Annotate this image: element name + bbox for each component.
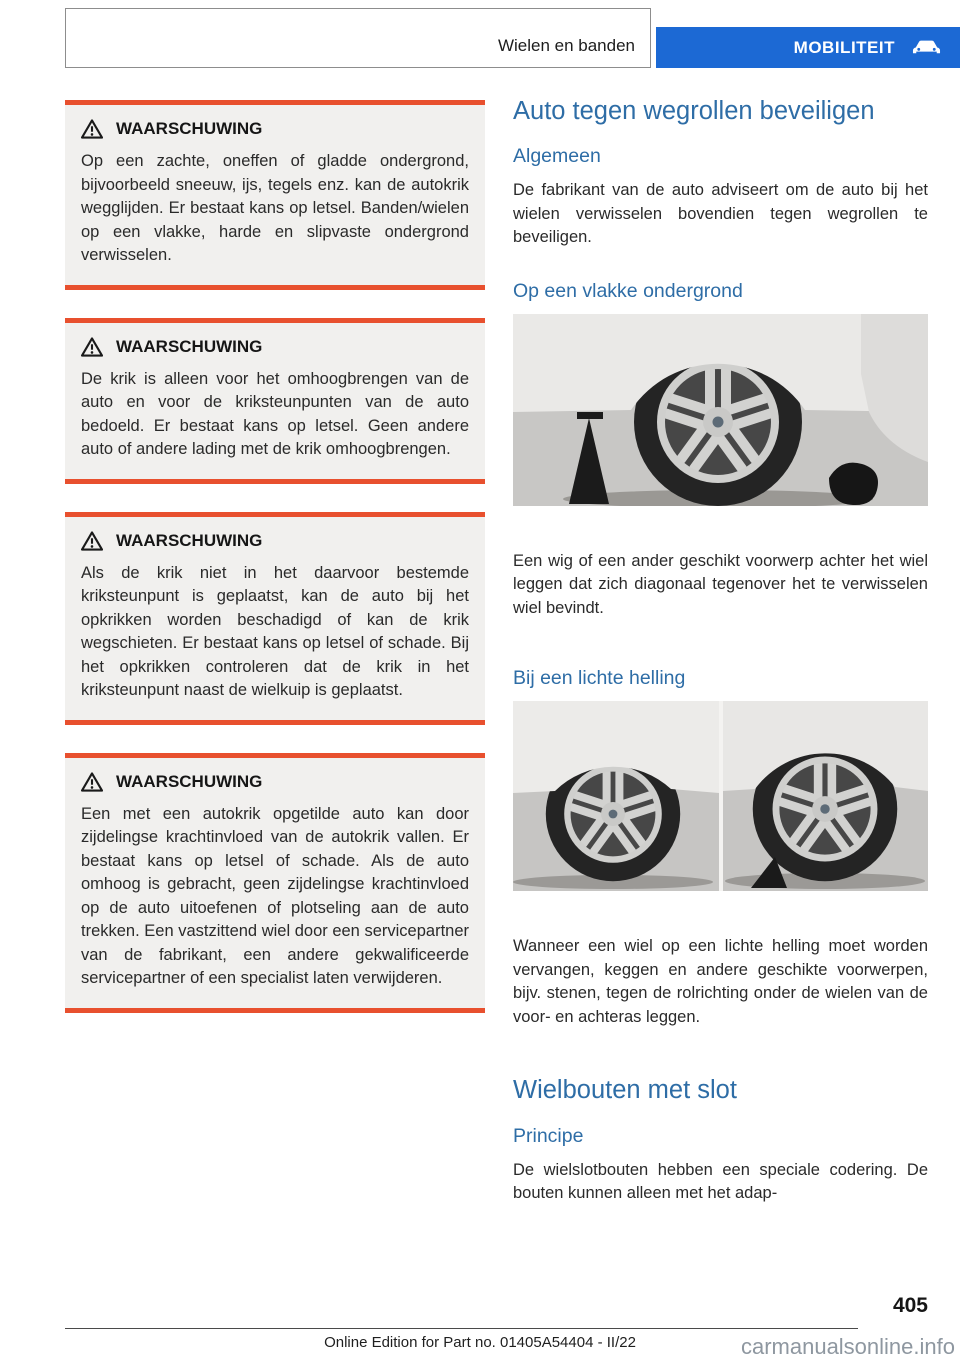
warning-header	[81, 119, 469, 139]
page-number: 405	[892, 1294, 928, 1317]
footer-divider	[65, 1328, 858, 1329]
subheading-lichte-helling: Bij een lichte helling	[513, 667, 686, 690]
subheading-principe: Principe	[513, 1124, 584, 1147]
photo-wheels-slope	[513, 701, 928, 891]
warning-header	[81, 531, 469, 551]
warning-body: Op een zachte, oneffen of gladde ondergrond, bijvoorbeeld sneeuw, ijs, tegels enz. kan de autokrik wegglijden. Er bestaat kans op letsel. Banden/wielen op een vlakke, harde en slipvaste ondergrond verwisselen.	[81, 152, 469, 264]
right-column	[513, 97, 928, 1206]
warning-triangle-icon	[81, 337, 103, 357]
warning-title: WAARSCHUWING	[116, 530, 263, 550]
warning-box	[65, 318, 485, 484]
left-column	[65, 100, 485, 1041]
subheading-vlakke-ondergrond: Op een vlakke ondergrond	[513, 279, 743, 302]
warning-header	[81, 337, 469, 357]
warning-box	[65, 753, 485, 1013]
watermark-text: carmanualsonline.info	[740, 1334, 955, 1359]
warning-box	[65, 100, 485, 290]
photo-wheel-jack-flat-ground	[513, 314, 928, 506]
paragraph-principe: De wielslotbouten hebben een speciale codering. De bouten kunnen alleen met het adap-	[513, 1160, 928, 1203]
warning-body: De krik is alleen voor het omhoogbrengen van de auto en voor de kriksteunpunten van de auto bedoeld. Er bestaat kans op letsel. Geen andere auto of andere lading met de krik omhoogbrengen.	[81, 369, 469, 458]
section-heading-wielbouten: Wielbouten met slot	[513, 1076, 737, 1105]
header-chapter-box	[65, 8, 651, 68]
warning-title: WAARSCHUWING	[116, 119, 263, 138]
section-heading-rollaway: Auto tegen wegrollen beveiligen	[513, 97, 875, 125]
warning-header	[81, 772, 469, 792]
paragraph-lichte-helling: Wanneer een wiel op een lichte helling moet worden vervangen, keggen en andere geschikte voorwerpen, bijv. stenen, tegen de rolrichting onder de wielen van de voor- en achteras leggen.	[513, 937, 928, 1026]
subheading-algemeen: Algemeen	[513, 145, 601, 168]
warning-title: WAARSCHUWING	[116, 771, 263, 791]
paragraph-vlakke-ondergrond: Een wig of een ander geschikt voorwerp achter het wiel leggen dat zich diagonaal tegenover het te verwisselen wiel bevindt.	[513, 551, 928, 617]
chapter-title: Wielen en banden	[497, 36, 635, 55]
warning-box	[65, 512, 485, 725]
warning-triangle-icon	[81, 531, 103, 551]
warning-body: Als de krik niet in het daarvoor bestemde kriksteunpunt is geplaatst, kan de auto bij het opkrikken worden beschadigd of kan de krik wegschieten. Er bestaat kans op letsel of schade. Bij het opkrikken controleren dat de krik in het kriksteunpunt naast de wielkuip is geplaatst.	[81, 563, 469, 699]
header-section-tab	[656, 27, 960, 68]
warning-triangle-icon	[81, 772, 103, 792]
warning-triangle-icon	[81, 119, 103, 139]
warning-body: Een met een autokrik opgetilde auto kan door zijdelingse krachtinvloed van de autokrik vallen. Er bestaat kans op letsel of schade. Als de auto omhoog is gebracht, geen zijdelingse krachtinvloed op de auto uitoefenen of plotseling aan de auto trekken. Een vastzittend wiel door een servicepartner van de fabrikant, een andere gekwalificeerde servicepartner of een specialist laten verwijderen.	[81, 804, 469, 987]
section-title: MOBILITEIT	[793, 37, 895, 57]
paragraph-algemeen: De fabrikant van de auto adviseert om de auto bij het wielen verwisselen bovendien tegen wegrollen te beveiligen.	[513, 181, 928, 247]
edition-note: Online Edition for Part no. 01405A54404 - II/22	[324, 1334, 636, 1351]
car-icon	[910, 38, 943, 57]
warning-title: WAARSCHUWING	[116, 336, 263, 356]
